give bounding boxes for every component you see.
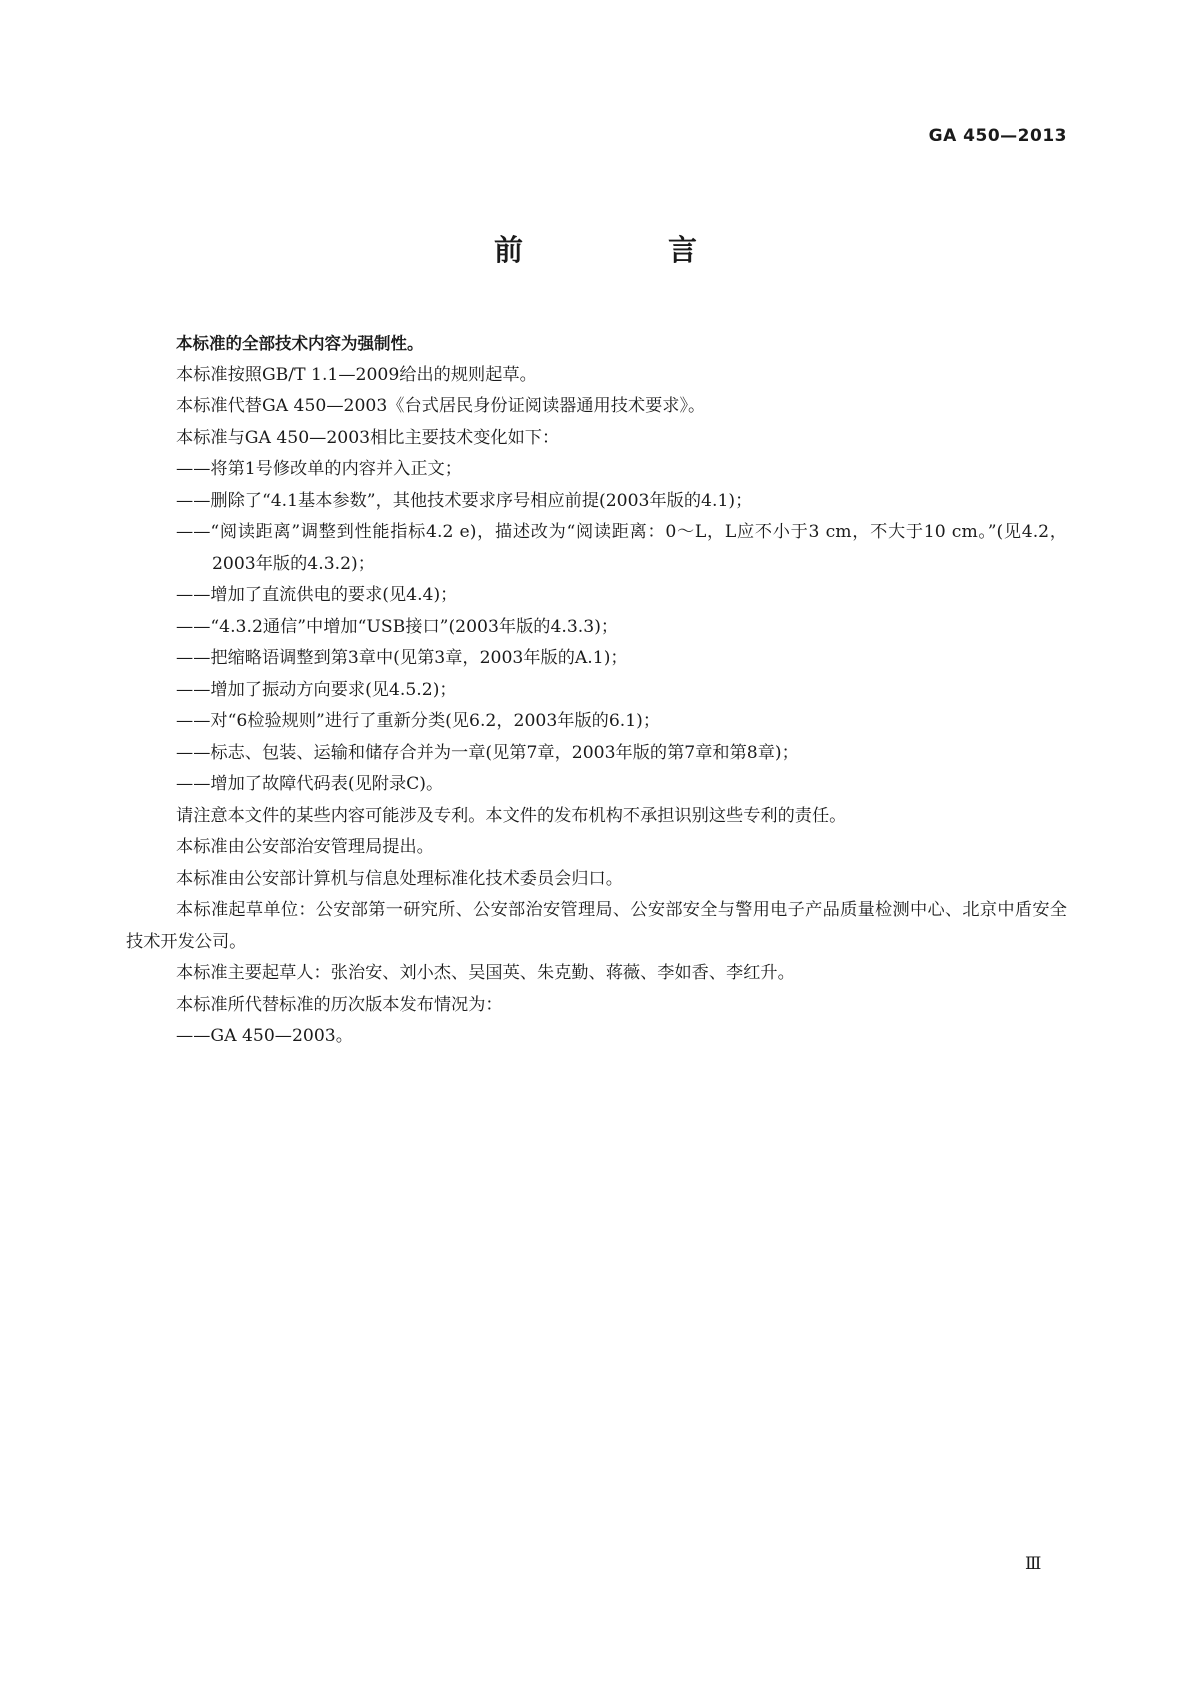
page-number: Ⅲ (1025, 1554, 1042, 1574)
drafting-rules-paragraph: 本标准按照GB/T 1.1—2009给出的规则起草。 (176, 364, 537, 385)
foreword-body (126, 328, 1067, 1053)
standard-code: GA 450—2013 (928, 126, 1067, 146)
proposer-paragraph: 本标准由公安部治安管理局提出。 (176, 837, 434, 857)
mandatory-statement: 本标准的全部技术内容为强制性。 (176, 334, 424, 353)
change-item: ——“4.3.2通信”中增加“USB接口”(2003年版的4.3.3)； (176, 616, 619, 637)
committee-paragraph: 本标准由公安部计算机与信息处理标准化技术委员会归口。 (176, 868, 623, 889)
patent-notice-paragraph: 请注意本文件的某些内容可能涉及专利。本文件的发布机构不承担识别这些专利的责任。 (176, 805, 847, 826)
page-title: 前 言 (493, 233, 755, 267)
change-item: ——标志、包装、运输和储存合并为一章(见第7章，2003年版的第7章和第8章)； (176, 742, 799, 763)
change-item: ——把缩略语调整到第3章中(见第3章，2003年版的A.1)； (176, 648, 628, 668)
history-item: ——GA 450—2003。 (176, 1026, 353, 1046)
drafting-units-paragraph: 本标准起草单位：公安部第一研究所、公安部治安管理局、公安部安全与警用电子产品质量检测中心、北京中盾安全技术开发公司。 (126, 900, 1067, 952)
change-item: ——增加了故障代码表(见附录C)。 (176, 774, 444, 794)
history-intro-paragraph: 本标准所代替标准的历次版本发布情况为： (176, 994, 503, 1015)
change-item: ——将第1号修改单的内容并入正文； (176, 459, 462, 479)
change-item: ——删除了“4.1基本参数”，其他技术要求序号相应前提(2003年版的4.1)； (176, 490, 753, 511)
change-item: ——增加了振动方向要求(见4.5.2)； (176, 679, 457, 700)
change-item: ——“阅读距离”调整到性能指标4.2 e)，描述改为“阅读距离：0～L，L应不小于3 cm，不大于10 cm。”(见4.2，2003年版的4.3.2)； (176, 522, 1067, 574)
change-item: ——对“6检验规则”进行了重新分类(见6.2，2003年版的6.1)； (176, 711, 661, 731)
drafters-paragraph: 本标准主要起草人：张治安、刘小杰、吴国英、朱克勤、蒋薇、李如香、李红升。 (176, 963, 795, 983)
replacement-paragraph: 本标准代替GA 450—2003《台式居民身份证阅读器通用技术要求》。 (176, 396, 706, 416)
changes-intro-paragraph: 本标准与GA 450—2003相比主要技术变化如下： (176, 427, 560, 448)
change-item: ——增加了直流供电的要求(见4.4)； (176, 585, 458, 605)
